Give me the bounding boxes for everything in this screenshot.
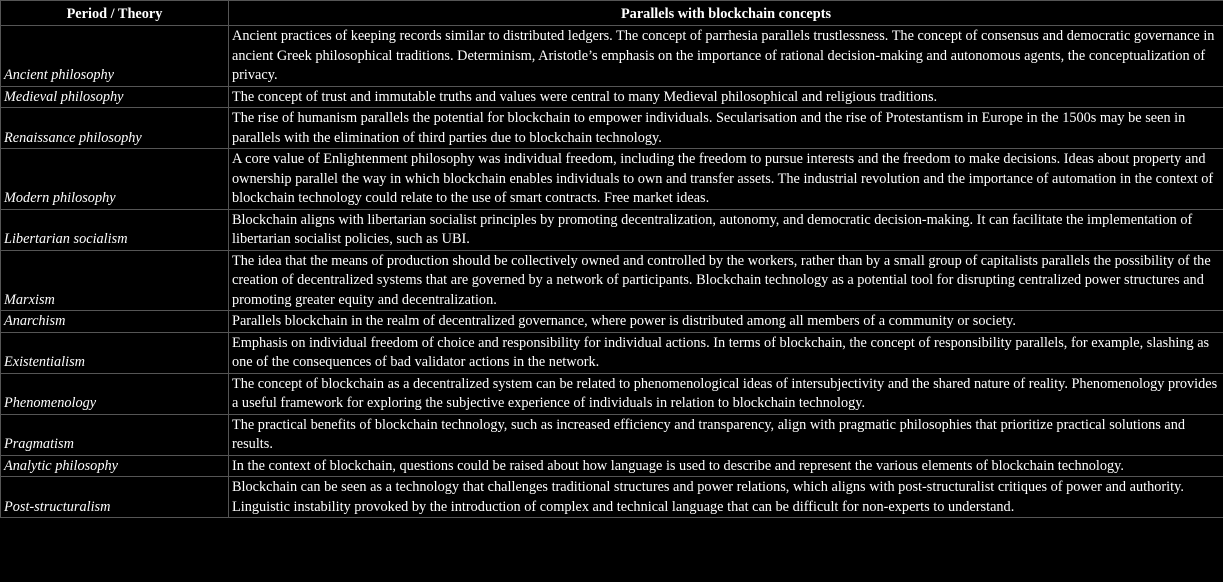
header-period: Period / Theory — [1, 1, 229, 26]
table-row — [1, 455, 1223, 477]
table-row — [1, 477, 1223, 518]
table-header-row — [1, 1, 1223, 26]
table-row — [1, 373, 1223, 414]
table-row — [1, 332, 1223, 373]
table-row — [1, 108, 1223, 149]
row-period: Analytic philosophy — [1, 455, 229, 477]
row-description: The practical benefits of blockchain technology, such as increased efficiency and transparency, align with pragmatic philosophies that prioritize practical solutions and results. — [229, 414, 1223, 455]
row-description: Ancient practices of keeping records similar to distributed ledgers. The concept of parrhesia parallels trustlessness. The concept of consensus and democratic governance in ancient Greek philosophical traditions. Determinism, Aristotle’s emphasis on the importance of rational decision-making and autonomous agents, the conceptualization of privacy. — [229, 26, 1223, 87]
row-description: Blockchain can be seen as a technology that challenges traditional structures and power relations, which aligns with post-structuralist critiques of power and authority. Linguistic instability provoked by the introduction of complex and technical language that can be difficult for non-experts to understand. — [229, 477, 1223, 518]
table-row — [1, 149, 1223, 210]
row-description: The idea that the means of production should be collectively owned and controlled by the workers, rather than by a small group of capitalists parallels the possibility of the creation of decentralized systems that are governed by a network of participants. Blockchain technology as a potential tool for disrupting centralized power structures and promoting greater equity and decentralization. — [229, 250, 1223, 311]
table-row — [1, 209, 1223, 250]
row-period: Ancient philosophy — [1, 26, 229, 87]
row-description: Blockchain aligns with libertarian socialist principles by promoting decentralization, autonomy, and democratic decision-making. It can facilitate the implementation of libertarian socialist policies, such as UBI. — [229, 209, 1223, 250]
header-parallels: Parallels with blockchain concepts — [229, 1, 1223, 26]
row-description: A core value of Enlightenment philosophy was individual freedom, including the freedom to pursue interests and the freedom to make decisions. Ideas about property and ownership parallel the way in which blockchain enables individuals to own and transfer assets. The industrial revolution and the importance of automation in the context of blockchain technology could relate to the use of smart contracts. Free market ideas. — [229, 149, 1223, 210]
row-description: The concept of blockchain as a decentralized system can be related to phenomenological ideas of intersubjectivity and the shared nature of reality. Phenomenology provides a useful framework for exploring the subjective experience of individuals in relation to blockchain technology. — [229, 373, 1223, 414]
row-description: The rise of humanism parallels the potential for blockchain to empower individuals. Secularisation and the rise of Protestantism in Europe in the 1500s may be seen in parallels with the elimination of third parties due to blockchain technology. — [229, 108, 1223, 149]
row-period: Medieval philosophy — [1, 86, 229, 108]
table-row — [1, 311, 1223, 333]
row-description: Emphasis on individual freedom of choice and responsibility for individual actions. In terms of blockchain, the concept of responsibility parallels, for example, slashing as one of the consequences of bad validator actions in the network. — [229, 332, 1223, 373]
table-row — [1, 250, 1223, 311]
row-period: Modern philosophy — [1, 149, 229, 210]
row-period: Post-structuralism — [1, 477, 229, 518]
table-row — [1, 26, 1223, 87]
row-period: Existentialism — [1, 332, 229, 373]
row-period: Renaissance philosophy — [1, 108, 229, 149]
table-row — [1, 414, 1223, 455]
row-period: Anarchism — [1, 311, 229, 333]
table-row — [1, 86, 1223, 108]
row-period: Libertarian socialism — [1, 209, 229, 250]
row-period: Phenomenology — [1, 373, 229, 414]
row-period: Pragmatism — [1, 414, 229, 455]
row-description: In the context of blockchain, questions could be raised about how language is used to describe and represent the various elements of blockchain technology. — [229, 455, 1223, 477]
row-description: The concept of trust and immutable truths and values were central to many Medieval philosophical and religious traditions. — [229, 86, 1223, 108]
row-description: Parallels blockchain in the realm of decentralized governance, where power is distributed among all members of a community or society. — [229, 311, 1223, 333]
row-period: Marxism — [1, 250, 229, 311]
